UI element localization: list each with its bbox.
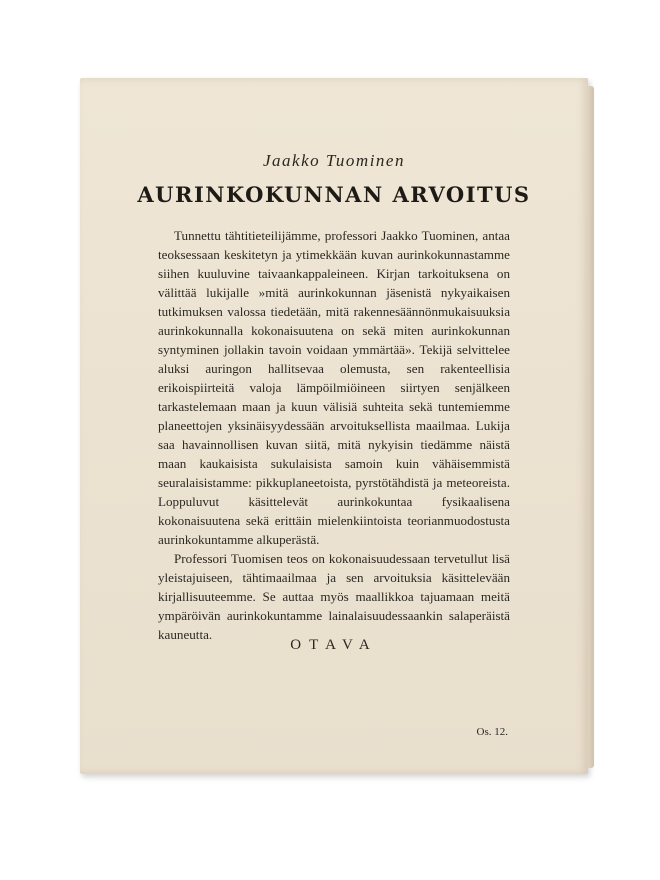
blurb-text (158, 226, 510, 644)
author-name: Jaakko Tuominen (263, 151, 405, 170)
blurb-paragraph: Tunnettu tähtitieteilijämme, professori Jaakko Tuominen, antaa teoksessaan keskitetyn ja ytimekkään kuvan aurinkokunnastamme siihen kuuluvine taivaankappaleineen. Kirjan tarkoituksena on välittää lukijalle »mitä aurinkokunnan jäsenistä nykyaikaisen tutkimuksen valossa tiedetään, mitä rakennesäännönmukaisuuksia aurinkokunnalla kokonaisuutena on sekä miten aurinkokunnan syntyminen jollakin tavoin voidaan ymmärtää». Tekijä selvittelee aluksi auringon hallitsevaa olemusta, sen rakenteellisia erikoispiirteitä valoja lämpöilmiöineen siirtyen senjälkeen tarkastelemaan maan ja kuun välisiä suhteita sekä tuntemiemme planeettojen yksinäisyydessään arvoituksellista maailmaa. Lukija saa havainnollisen kuvan siitä, mitä nykyisin tiedämme näistä maan kaukaisista sukulaisista samoin kuin vähäisemmistä seuralaisistamme: pikkuplaneetoista, pyrstötähdistä ja meteoreista. Loppuluvut käsittelevät aurinkokuntaa fysikaalisena kokonaisuutena sekä erittäin mielenkiintoista teorianmuodostusta aurinkokuntamme alkuperästä. (158, 228, 510, 547)
publisher-name: OTAVA (290, 637, 378, 653)
book-title: AURINKOKUNNAN ARVOITUS (137, 182, 531, 207)
price-code: Os. 12. (476, 726, 508, 738)
book-page-edge (588, 86, 594, 768)
blurb-paragraph: Professori Tuomisen teos on kokonaisuudessaan tervetullut lisä yleistajuiseen, tähtimaailmaa ja sen arvoituksia käsittelevään kirjallisuuteemme. Se auttaa myös maallikkoa tajuamaan meitä ympäröivän aurinkokuntamme lainalaisuudessaankin salaperäistä kauneutta. (158, 551, 510, 642)
book-back-cover (80, 78, 588, 774)
